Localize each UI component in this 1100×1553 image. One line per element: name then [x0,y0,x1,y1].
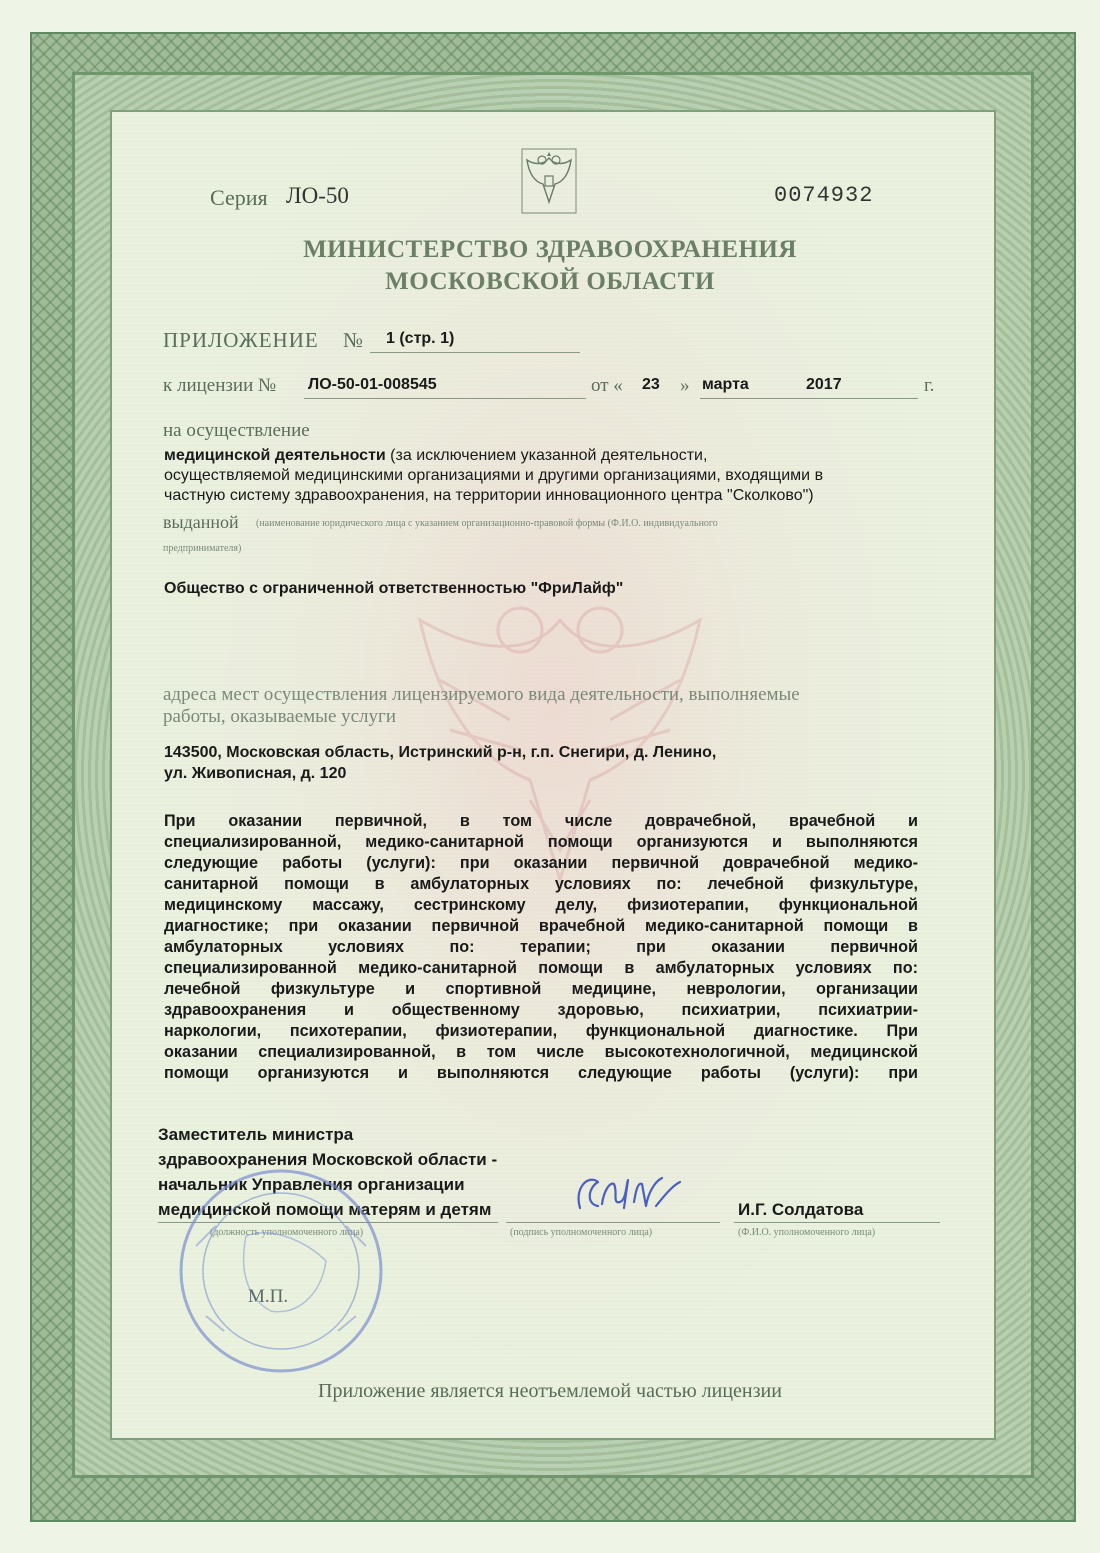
address-line2: ул. Живописная, д. 120 [164,765,347,782]
services-line: следующие работы (услуги): при оказании первичной доврачебной медико- [164,854,918,872]
services-line: диагностике; при оказании первичной врачебной медико-санитарной помощи в [164,917,918,935]
appendix-label: ПРИЛОЖЕНИЕ [163,328,319,352]
ministry-title-line1: МИНИСТЕРСТВО ЗДРАВООХРАНЕНИЯ [303,236,797,263]
signatory-name: И.Г. Солдатова [738,1200,864,1219]
services-line: наркологии, психотерапии, физиотерапии, функциональной диагностике. При [164,1022,918,1040]
coat-of-arms-icon [521,148,577,214]
issued-hint-line1: (наименование юридического лица с указанием организационно-правовой формы (Ф.И.О. индивидуального [256,518,718,529]
services-line: здравоохранения и общественному здоровью, психиатрии, психиатрии- [164,1001,918,1019]
license-year: 2017 [806,376,842,393]
license-number: ЛО-50-01-008545 [308,376,437,393]
license-date-close: » [680,375,690,396]
license-number-underline [304,398,586,399]
activity-line1 [164,447,707,465]
activity-bold-part: медицинской деятельности [164,447,386,464]
series-label: Серия [210,185,268,210]
license-month: марта [702,376,749,393]
stamp-label: М.П. [248,1286,289,1307]
services-line: амбулаторных условиях по: терапии; при оказании первичной [164,938,918,956]
signatory-line3: начальник Управления организации [158,1175,465,1194]
address-label-line2: работы, оказываемые услуги [163,706,397,727]
services-line: специализированной, медико-санитарной помощи организуются и выполняются [164,833,918,851]
ministry-title-line2: МОСКОВСКОЙ ОБЛАСТИ [385,268,715,295]
services-text [164,811,918,1084]
name-underline [734,1222,940,1223]
services-line: медицинскому массажу, сестринскому делу, физиотерапии, функциональной [164,896,918,914]
appendix-number-sign: № [343,328,364,352]
address-line1: 143500, Московская область, Истринский р-н, г.п. Снегири, д. Ленино, [164,744,717,761]
caption-name: (Ф.И.О. уполномоченного лица) [738,1227,876,1238]
license-day: 23 [642,376,660,393]
services-line: санитарной помощи в амбулаторных условиях по: лечебной физкультуре, [164,875,918,893]
services-line: оказании специализированной, в том числе высокотехнологичной, медицинской [164,1043,918,1061]
serial-number: 0074932 [774,183,874,208]
issued-hint-line2: предпринимателя) [163,543,242,554]
license-year-suffix: г. [924,375,935,396]
license-date-from: от « [591,375,623,396]
services-line: специализированной медико-санитарной помощи в амбулаторных условиях по: [164,959,918,977]
license-date-underline [700,398,918,399]
organization-name: Общество с ограниченной ответственностью "ФриЛайф" [164,580,624,597]
appendix-underline [370,352,580,353]
address-label-line1: адреса мест осуществления лицензируемого вида деятельности, выполняемые [163,684,800,705]
issued-label: выданной [163,512,239,532]
signatory-line1: Заместитель министра [158,1125,354,1144]
activity-label: на осуществление [163,420,310,441]
caption-signature: (подпись уполномоченного лица) [510,1227,653,1238]
series-value: ЛО-50 [286,183,349,208]
signatory-line4: медицинской помощи матерям и детям [158,1200,492,1219]
official-seal-icon [176,1166,386,1376]
services-line: помощи организуются и выполняются следующие работы (услуги): при [164,1064,918,1082]
footer-note: Приложение является неотъемлемой частью лицензии [318,1380,782,1402]
handwritten-signature-icon [568,1168,688,1228]
license-label: к лицензии № [163,375,277,396]
caption-position: (должность уполномоченного лица) [210,1227,364,1238]
signatory-line2: здравоохранения Московской области - [158,1150,498,1169]
activity-line1-rest: (за исключением указанной деятельности, [385,447,708,464]
activity-line3: частную систему здравоохранения, на территории инновационного центра "Сколково") [164,487,814,504]
services-line: При оказании первичной, в том числе доврачебной, врачебной и [164,812,918,830]
activity-line2: осуществляемой медицинскими организациями и другими организациями, входящими в [164,467,824,484]
services-line: лечебной физкультуре и спортивной медицине, неврологии, организации [164,980,918,998]
appendix-number: 1 (стр. 1) [386,330,455,347]
